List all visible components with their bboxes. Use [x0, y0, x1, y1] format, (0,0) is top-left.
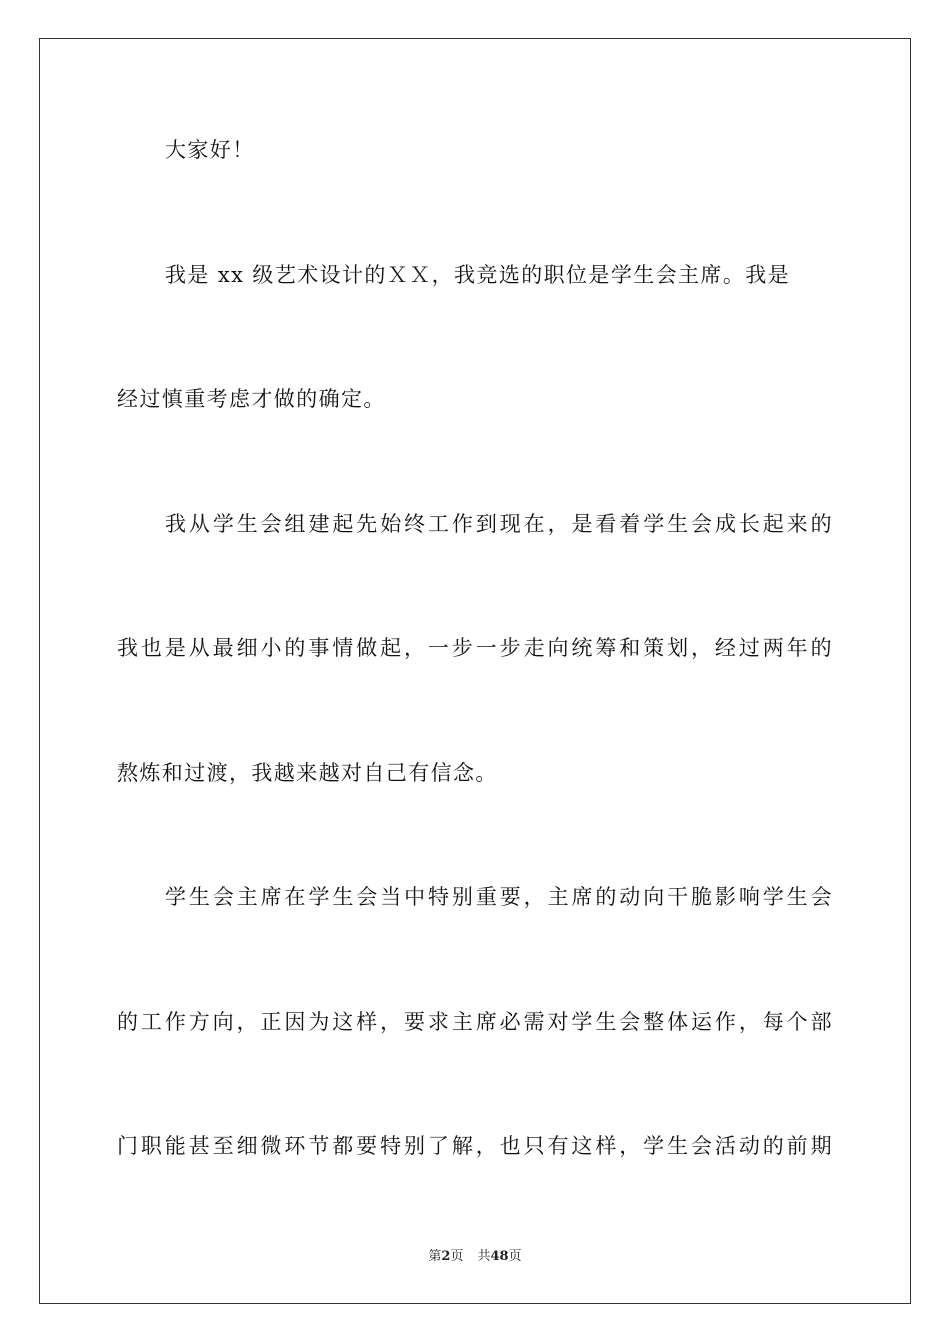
page-prefix: 第	[428, 1249, 442, 1264]
page-suffix: 页	[450, 1249, 464, 1264]
page-border	[39, 38, 911, 1304]
paragraph-1-line-2: 经过慎重考虑才做的确定。	[117, 387, 386, 411]
paragraph-2-line-3: 熬炼和过渡，我越来越对自己有信念。	[117, 761, 498, 785]
total-page-count: 48	[490, 1249, 509, 1264]
greeting-line: 大家好！	[165, 138, 255, 162]
paragraph-2-line-2: 我也是从最细小的事情做起，一步一步走向统筹和策划，经过两年的	[117, 636, 833, 660]
page-footer	[0, 1248, 950, 1266]
paragraph-3-line-1: 学生会主席在学生会当中特别重要，主席的动向干脆影响学生会	[165, 885, 833, 909]
paragraph-3-line-2: 的工作方向，正因为这样，要求主席必需对学生会整体运作，每个部	[117, 1010, 833, 1034]
paragraph-3-line-3: 门职能甚至细微环节都要特别了解，也只有这样，学生会活动的前期	[117, 1134, 833, 1158]
current-page-number: 2	[441, 1249, 451, 1264]
paragraph-1-line-1: 我是 xx 级艺术设计的ＸＸ，我竞选的职位是学生会主席。我是	[165, 263, 791, 287]
paragraph-2-line-1: 我从学生会组建起先始终工作到现在，是看着学生会成长起来的	[165, 512, 833, 536]
total-prefix: 共	[477, 1249, 491, 1264]
total-suffix: 页	[508, 1249, 522, 1264]
